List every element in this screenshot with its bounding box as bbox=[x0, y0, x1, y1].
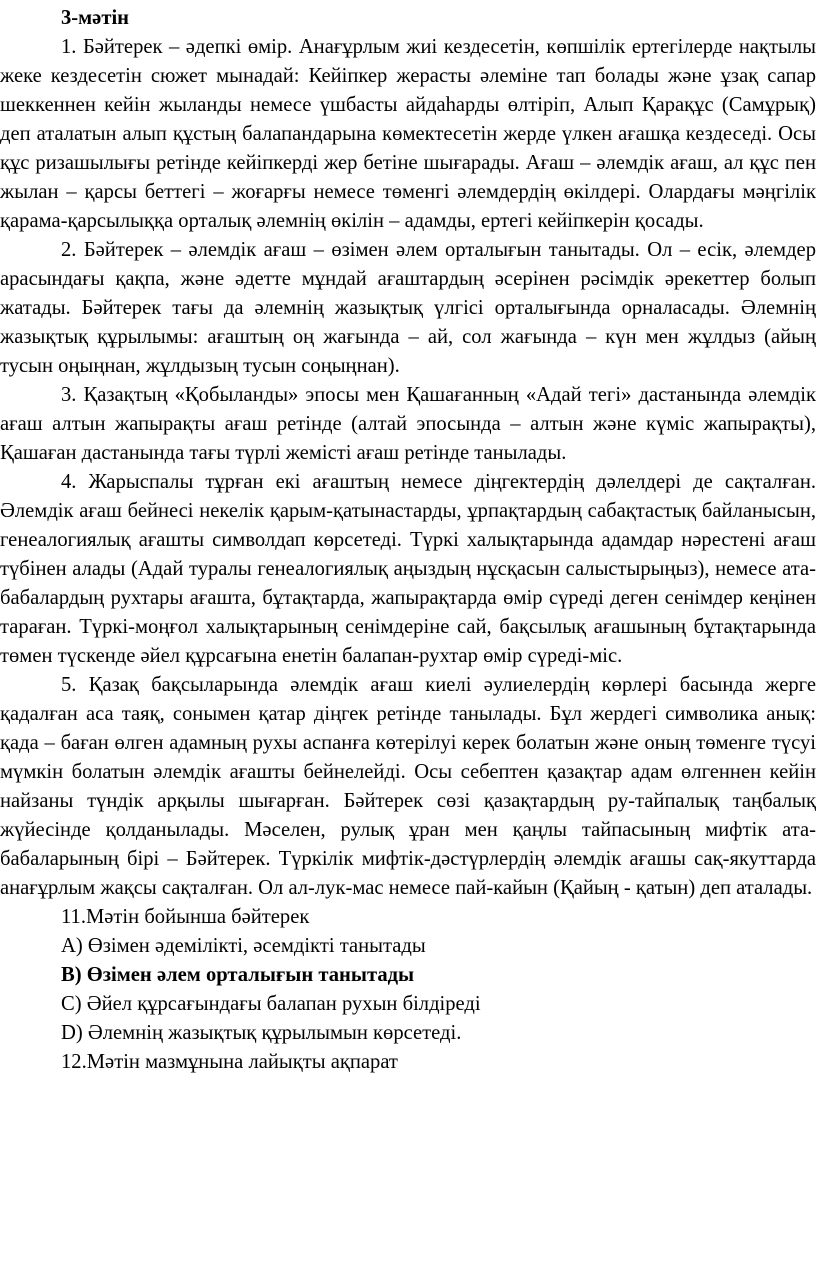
text-heading: 3-мәтін bbox=[61, 7, 130, 29]
question-12-stem: 12.Мәтін мазмұнына лайықты ақпарат bbox=[61, 1051, 398, 1073]
paragraph-3: 3. Қазақтың «Қобыланды» эпосы мен Қашағанның «Адай тегі» дастанында әлемдік ағаш алтын жапырақты ағаш ретінде (алтай эпосында – алтын және күміс жапырақты), Қашаған дастанында тағы түрлі жемісті ағаш ретінде танылады. bbox=[0, 384, 816, 464]
question-11-option-a: А) Өзімен әдемілікті, әсемдікті танытады bbox=[61, 935, 426, 957]
question-11-stem: 11.Мәтін бойынша бәйтерек bbox=[61, 906, 310, 928]
question-11-option-c: С) Әйел құрсағындағы балапан рухын білдіреді bbox=[61, 993, 481, 1015]
question-11-option-d: D) Әлемнің жазықтық құрылымын көрсетеді. bbox=[61, 1022, 462, 1044]
paragraph-4: 4. Жарыспалы тұрған екі ағаштың немесе діңгектердің дәлелдері де сақталған. Әлемдік ағаш бейнесі некелік қарым-қатынастарды, ұрпақтардың сабақтастық байланысын, генеалогиялық ағашты символдап көрсетеді. Түркі халықтарында адамдар нәрестені ағаш түбінен алады (Адай туралы генеалогиялық аңыздың нұсқасын салыстырыңыз), немесе ата-бабалардың рухтары ағашта, бұтақтарда, жапырақтарда өмір сүреді деген сенімдер кеңінен тараған. Түркі-моңғол халықтарының сенімдеріне сай, бақсылық ағашының бұтақтарында төмен түскенде әйел құрсағына енетін балапан-рухтар өмір сүреді-міс. bbox=[0, 471, 816, 667]
paragraph-1: 1. Бәйтерек – әдепкі өмір. Анағұрлым жиі кездесетін, көпшілік ертегілерде нақтылы жеке кездесетін сюжет мынадай: Кейіпкер жерасты әлеміне тап болады және ұзақ сапар шеккеннен кейін жыланды немесе үшбасты айдаһарды өлтіріп, Алып Қарақұс (Самұрық) деп аталатын алып құстың балапандарына көмектесетін жерде үлкен ағашқа кездеседі. Осы құс ризашылығы ретінде кейіпкерді жер бетіне шығарады. Ағаш – әлемдік ағаш, ал құс пен жылан – қарсы беттегі – жоғарғы немесе төменгі әлемдердің өкілдері. Олардағы мәңгілік қарама-қарсылыққа орталық әлемнің өкілін – адамды, ертегі кейіпкерін қосады. bbox=[0, 36, 816, 232]
paragraph-5: 5. Қазақ бақсыларында әлемдік ағаш киелі әулиелердің көрлері басында жерге қадалған аса таяқ, сонымен қатар діңгек ретінде танылады. Бұл жердегі символика анық: қада – баған өлген адамның рухы аспанға көтерілуі керек болатын және оның төменге түсуі мүмкін болатын әлемдік ағашты бейнелейді. Осы себептен қазақтар адам өлгеннен кейін найзаны түндік арқылы шығарған. Бәйтерек сөзі қазақтардың ру-тайпалық таңбалық жүйесінде қолданылады. Мәселен, рулық ұран мен қаңлы тайпасының мифтік ата-бабаларының бірі – Бәйтерек. Түркілік мифтік-дәстүрлердің әлемдік ағашы сақ-якуттарда анағұрлым жақсы сақталған. Ол ал-лук-мас немесе пай-кайын (Қайың - қатын) деп аталады. bbox=[0, 674, 816, 899]
paragraph-2: 2. Бәйтерек – әлемдік ағаш – өзімен әлем орталығын танытады. Ол – есік, әлемдер арасындағы қақпа, және әдетте мұндай ағаштардың әсерінен рәсімдік әрекеттер болып жатады. Бәйтерек тағы да әлемнің жазықтық үлгісі орталығында орналасады. Әлемнің жазықтық құрылымы: ағаштың оң жағында – ай, сол жағында – күн мен жұлдыз (айың тусын оңыңнан, жұлдызың тусын соңыңнан). bbox=[0, 239, 816, 377]
question-11-option-b: В) Өзімен әлем орталығын танытады bbox=[61, 964, 415, 986]
